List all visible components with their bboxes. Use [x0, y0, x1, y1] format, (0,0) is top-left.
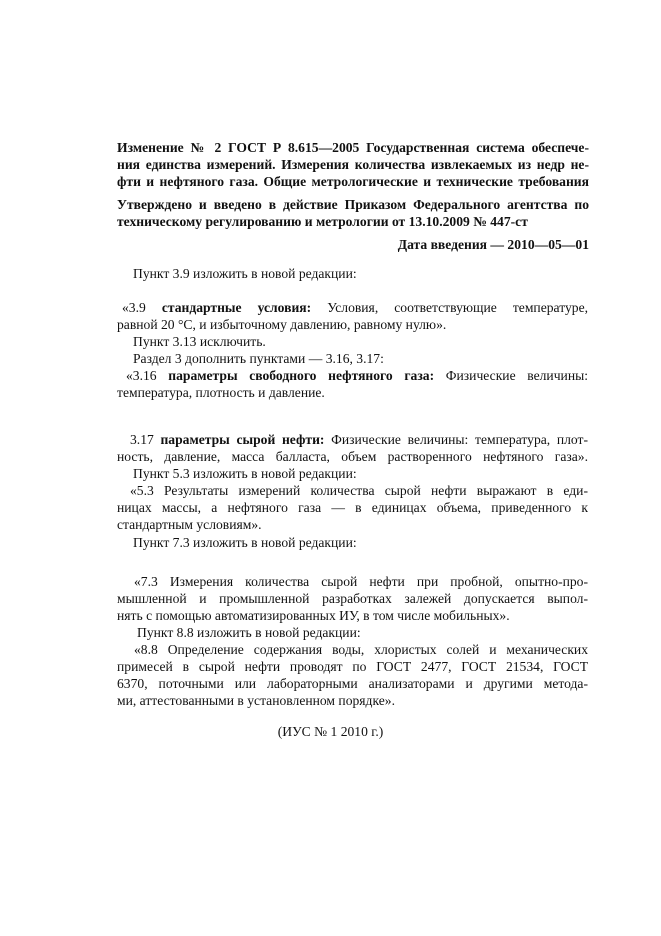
approval-line-1: Утверждено и введено в действие Приказом Федерального агентства по	[117, 197, 589, 212]
item-3-9-number: «3.9	[122, 300, 162, 315]
item-3-17-term: параметры сырой нефти:	[160, 432, 325, 447]
item-5-3-line-1: «5.3 Результаты измерений количества сырой нефти выражают в еди-	[130, 483, 588, 498]
item-3-9-line-2: равной 20 °С, и избыточному давлению, равному нулю».	[117, 317, 447, 332]
item-8-8-line-4: ми, аттестованными в установленном порядке».	[117, 693, 395, 708]
item-3-17-line-2: ность, давление, масса балласта, объем растворенного нефтяного газа».	[117, 449, 588, 464]
effective-date: Дата введения — 2010—05—01	[397, 237, 589, 252]
item-3-16-line-1	[126, 367, 588, 384]
item-3-17-definition: Физические величины: температура, плот-	[324, 432, 588, 447]
instruction-5-3: Пункт 5.3 изложить в новой редакции:	[133, 466, 357, 481]
title-line-2: ния единства измерений. Измерения количества извлекаемых из недр не-	[117, 157, 589, 172]
item-3-9-term: стандартные условия:	[161, 300, 312, 315]
approval-line-2: техническому регулированию и метрологии от 13.10.2009 № 447-ст	[117, 214, 528, 229]
source-reference: (ИУС № 1 2010 г.)	[277, 724, 384, 739]
item-3-9-definition: Условия, соответствующие температуре,	[311, 300, 589, 315]
item-8-8-line-1: «8.8 Определение содержания воды, хлористых солей и механических	[134, 642, 588, 657]
item-8-8-line-3: 6370, поточными или лабораторными анализаторами и другими метода-	[117, 676, 588, 691]
item-3-17-line-1	[130, 431, 588, 448]
item-3-17-number: 3.17	[130, 432, 161, 447]
item-5-3-line-2: ницах массы, а нефтяного газа — в единицах объема, приведенного к	[117, 500, 588, 515]
item-3-9-line-1	[122, 299, 588, 316]
instruction-8-8: Пункт 8.8 изложить в новой редакции:	[137, 625, 361, 640]
item-3-16-number: «3.16	[126, 368, 169, 383]
item-7-3-line-1: «7.3 Измерения количества сырой нефти при пробной, опытно-про-	[134, 574, 588, 589]
item-7-3-line-3: нять с помощью автоматизированных ИУ, в том числе мобильных».	[117, 608, 510, 623]
item-5-3-line-3: стандартным условиям».	[117, 517, 262, 532]
instruction-3-13: Пункт 3.13 исключить.	[133, 334, 266, 349]
item-3-16-term: параметры свободного нефтяного газа:	[168, 368, 435, 383]
item-3-16-line-2: температура, плотность и давление.	[117, 385, 325, 400]
title-line-1: Изменение № 2 ГОСТ Р 8.615—2005 Государственная система обеспече-	[117, 140, 589, 155]
instruction-7-3: Пункт 7.3 изложить в новой редакции:	[133, 535, 357, 550]
item-8-8-line-2: примесей в сырой нефти проводят по ГОСТ 2477, ГОСТ 21534, ГОСТ	[117, 659, 588, 674]
title-line-3: фти и нефтяного газа. Общие метрологические и технические требования	[117, 174, 589, 189]
instruction-3-9: Пункт 3.9 изложить в новой редакции:	[133, 266, 357, 281]
item-7-3-line-2: мышленной и промышленной разработках залежей допускается выпол-	[117, 591, 588, 606]
instruction-section-3: Раздел 3 дополнить пунктами — 3.16, 3.17:	[133, 351, 384, 366]
item-3-16-definition: Физические величины:	[434, 368, 589, 383]
